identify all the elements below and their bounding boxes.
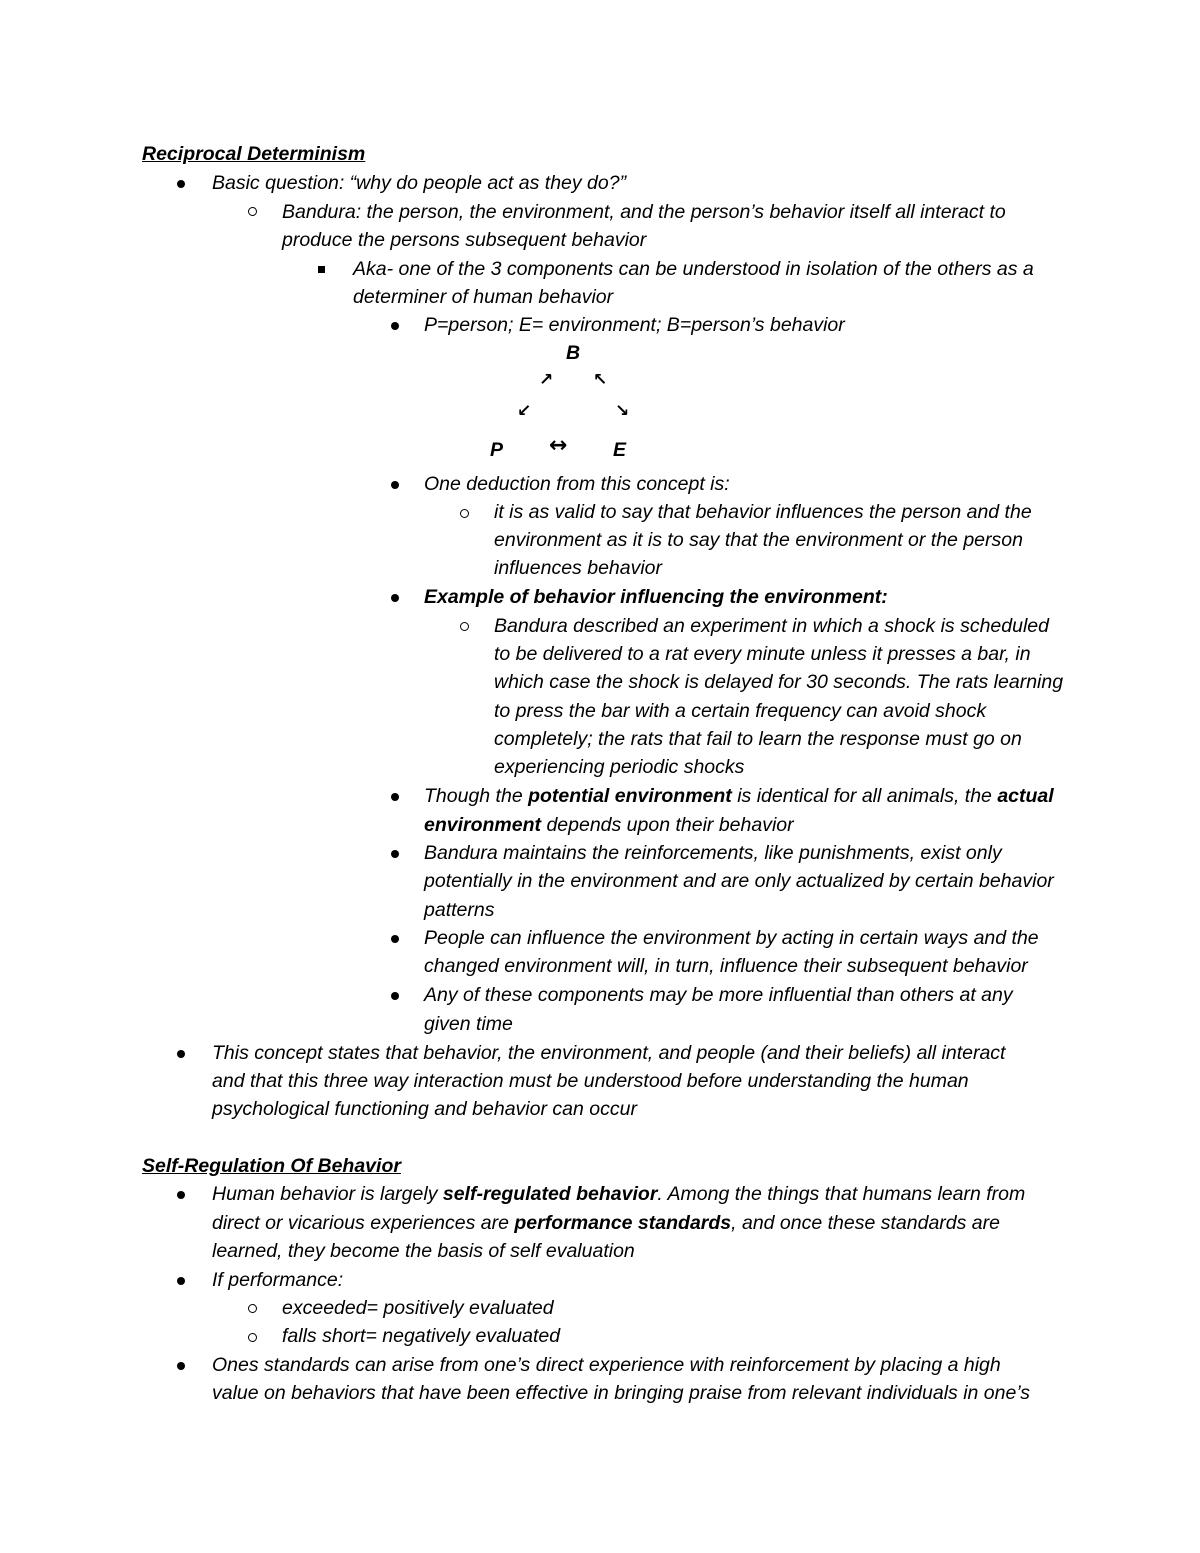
list-item: Basic question: “why do people act as they do?” — [212, 172, 627, 194]
text-run: direct or vicarious experiences are — [212, 1212, 515, 1234]
list-item-continued: which case the shock is delayed for 30 seconds. The rats learning — [494, 671, 1064, 693]
text-run-bold: actual — [997, 785, 1054, 807]
bullet-dot — [391, 850, 399, 858]
list-item — [212, 1180, 1025, 1208]
list-item-continued: psychological functioning and behavior can occur — [212, 1098, 637, 1120]
list-item-continued: and that this three way interaction must be understood before understanding the human — [212, 1070, 969, 1092]
bullet-dot — [391, 935, 399, 943]
bullet-dot — [177, 1191, 185, 1199]
bullet-dot — [391, 481, 399, 489]
arrow-both-icon: ↔ — [549, 433, 568, 458]
text-run: . Among the things that humans learn from — [657, 1183, 1026, 1205]
list-item-continued: influences behavior — [494, 557, 663, 579]
list-item: If performance: — [212, 1269, 344, 1291]
list-item-continued: experiencing periodic shocks — [494, 756, 745, 778]
bullet-dot — [391, 322, 399, 330]
list-item-continued: patterns — [424, 899, 495, 921]
list-item: P=person; E= environment; B=person’s behavior — [424, 314, 845, 336]
text-run-bold: self-regulated behavior — [442, 1183, 658, 1205]
list-item: Bandura described an experiment in which a shock is scheduled — [494, 615, 1049, 637]
bullet-circle — [248, 1333, 257, 1342]
bullet-circle — [460, 622, 469, 631]
arrow-down-left-icon: ↙ — [517, 401, 532, 421]
text-run: , and once these standards are — [731, 1212, 1000, 1234]
list-item-continued: determiner of human behavior — [353, 286, 614, 308]
bullet-circle — [248, 207, 257, 216]
diagram-label-b: B — [566, 342, 581, 364]
section-heading-self-regulation: Self-Regulation Of Behavior — [142, 1155, 401, 1177]
list-item-continued: environment as it is to say that the environment or the person — [494, 529, 1023, 551]
list-item: Bandura maintains the reinforcements, like punishments, exist only — [424, 842, 1002, 864]
text-run: is identical for all animals, the — [731, 785, 998, 807]
bullet-dot — [177, 1277, 185, 1285]
list-item-continued: to be delivered to a rat every minute unless it presses a bar, in — [494, 643, 1031, 665]
list-item-continued: value on behaviors that have been effective in bringing praise from relevant individuals in one’s — [212, 1382, 1031, 1404]
bullet-circle — [248, 1304, 257, 1313]
list-item: People can influence the environment by acting in certain ways and the — [424, 927, 1039, 949]
list-item-continued: produce the persons subsequent behavior — [282, 229, 647, 251]
diagram-label-p: P — [490, 439, 504, 461]
bullet-circle — [460, 509, 469, 518]
list-item: This concept states that behavior, the environment, and people (and their beliefs) all interact — [212, 1042, 1006, 1064]
list-item: Aka- one of the 3 components can be understood in isolation of the others as a — [353, 258, 1034, 280]
bullet-dot — [177, 180, 185, 188]
text-run-bold: environment — [424, 814, 542, 836]
list-item: Ones standards can arise from one’s direct experience with reinforcement by placing a high — [212, 1354, 1001, 1376]
text-run-bold: performance standards — [514, 1212, 732, 1234]
bullet-dot — [391, 594, 399, 602]
bullet-dot — [177, 1050, 185, 1058]
list-item: Any of these components may be more influential than others at any — [424, 984, 1013, 1006]
list-item-continued — [212, 1209, 1000, 1237]
arrow-up-right-icon: ↗ — [539, 370, 554, 390]
bullet-dot — [391, 793, 399, 801]
list-item: it is as valid to say that behavior influences the person and the — [494, 501, 1032, 523]
arrow-up-left-icon: ↖ — [593, 370, 608, 390]
list-item — [424, 782, 1054, 810]
diagram-label-e: E — [613, 439, 627, 461]
bullet-square — [318, 266, 325, 273]
list-item-continued: given time — [424, 1013, 513, 1035]
text-run: Human behavior is largely — [212, 1183, 443, 1205]
arrow-down-right-icon: ↘ — [615, 401, 630, 421]
list-item: Bandura: the person, the environment, and the person’s behavior itself all interact to — [282, 201, 1006, 223]
list-item-bold: Example of behavior influencing the environment: — [424, 586, 888, 608]
bullet-dot — [177, 1362, 185, 1370]
list-item-continued: learned, they become the basis of self evaluation — [212, 1240, 635, 1262]
list-item: One deduction from this concept is: — [424, 473, 730, 495]
list-item-continued: potentially in the environment and are only actualized by certain behavior — [424, 870, 1054, 892]
list-item: exceeded= positively evaluated — [282, 1297, 554, 1319]
bullet-dot — [391, 992, 399, 1000]
text-run: Though the — [424, 785, 529, 807]
list-item-continued: changed environment will, in turn, influence their subsequent behavior — [424, 955, 1028, 977]
list-item-continued: to press the bar with a certain frequency can avoid shock — [494, 700, 987, 722]
text-run: depends upon their behavior — [541, 814, 794, 836]
section-heading-reciprocal-determinism: Reciprocal Determinism — [142, 143, 366, 165]
list-item: falls short= negatively evaluated — [282, 1325, 561, 1347]
list-item-continued: completely; the rats that fail to learn the response must go on — [494, 728, 1022, 750]
text-run-bold: potential environment — [528, 785, 732, 807]
list-item-continued — [424, 811, 794, 839]
